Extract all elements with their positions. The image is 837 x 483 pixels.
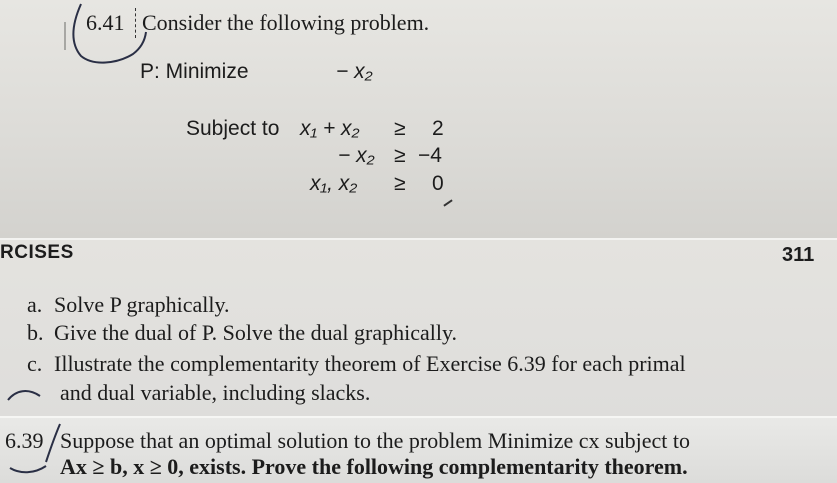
problem-intro: Consider the following problem. xyxy=(142,10,430,35)
subject-to-label: Subject to xyxy=(186,117,280,140)
constraint-1-lhs: x₁ + x₂ xyxy=(300,117,360,140)
constraint-2-rel: ≥ xyxy=(394,144,406,167)
item-b-label: b. xyxy=(27,320,44,345)
middle-page-section xyxy=(0,238,837,418)
top-page-section xyxy=(0,0,837,238)
constraint-2-lhs: − x₂ xyxy=(338,144,375,167)
page-number: 311 xyxy=(782,244,815,266)
problem-6-39-line1: Suppose that an optimal solution to the problem Minimize cx subject to xyxy=(60,428,690,453)
problem-6-39-line2: Ax ≥ b, x ≥ 0, exists. Prove the following complementarity theorem. xyxy=(60,454,688,479)
constraint-2-rhs: −4 xyxy=(418,144,442,167)
objective-expression: − x₂ xyxy=(336,60,373,83)
problem-6-39-number: 6.39 xyxy=(5,428,44,453)
item-a-text: Solve P graphically. xyxy=(54,292,230,317)
bottom-page-section xyxy=(0,416,837,483)
constraint-3-rel: ≥ xyxy=(394,172,406,195)
constraint-1-rel: ≥ xyxy=(394,117,406,140)
problem-number: 6.41 xyxy=(86,10,125,35)
running-head: RCISES xyxy=(0,242,74,263)
constraint-3-lhs: x₁, x₂ xyxy=(310,172,358,195)
pen-arc-mark xyxy=(6,386,46,406)
item-c-text-line1: Illustrate the complementarity theorem of Exercise 6.39 for each primal xyxy=(54,351,686,376)
constraint-1-rhs: 2 xyxy=(432,117,444,140)
constraint-3-rhs: 0 xyxy=(432,172,444,195)
item-c-label: c. xyxy=(27,351,43,376)
item-b-text: Give the dual of P. Solve the dual graphically. xyxy=(54,320,458,345)
objective-label: P: Minimize xyxy=(140,60,249,83)
item-a-label: a. xyxy=(27,292,43,317)
problem-separator xyxy=(135,8,137,38)
pen-tick-mark xyxy=(443,199,452,206)
item-c-text-line2: and dual variable, including slacks. xyxy=(60,380,371,405)
